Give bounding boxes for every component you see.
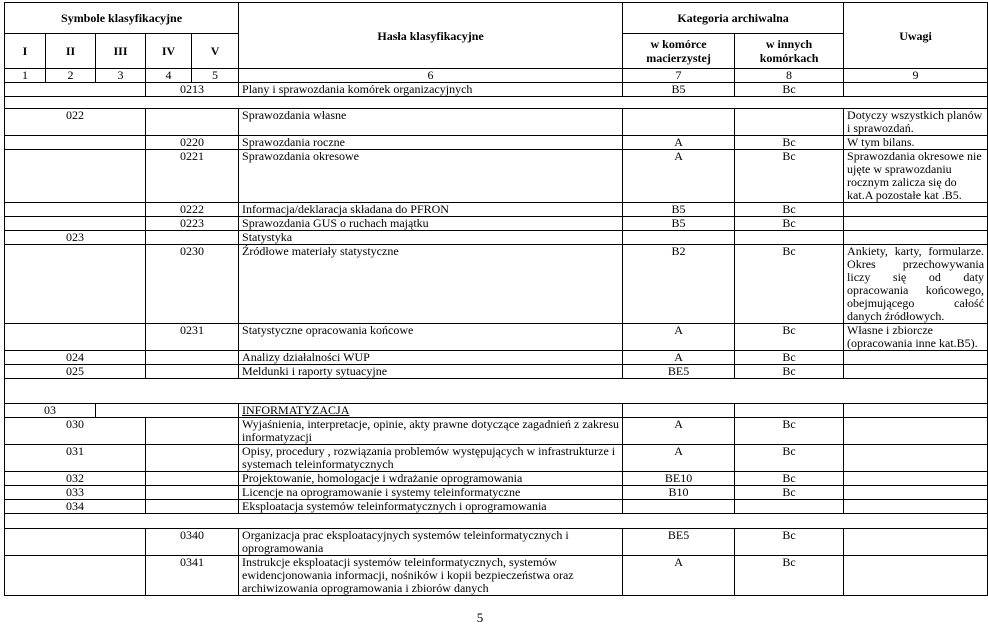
uwagi-header: Uwagi <box>844 3 988 69</box>
hasla-header: Hasła klasyfikacyjne <box>239 3 623 69</box>
column-number: 6 <box>239 69 623 83</box>
w-komorce-header: w komórce macierzystej <box>623 34 735 69</box>
row-category: B5 <box>623 217 735 231</box>
row-category: A <box>623 445 735 472</box>
col-V-header: V <box>192 34 239 69</box>
row-title: Sprawozdania roczne <box>239 136 623 150</box>
page-number: 5 <box>476 610 484 625</box>
row-other: Bc <box>735 83 844 97</box>
row-code: 0222 <box>146 203 239 217</box>
col-IV-header: IV <box>146 34 192 69</box>
table-row <box>5 445 988 472</box>
row-code: 025 <box>5 365 146 379</box>
row-other: Bc <box>735 217 844 231</box>
row-title: Sprawozdania własne <box>239 109 623 136</box>
row-code: 0221 <box>146 150 239 203</box>
row-code: 023 <box>5 231 146 245</box>
row-title: Statystyczne opracowania końcowe <box>239 324 623 351</box>
blank-row <box>5 379 988 404</box>
table-row <box>5 136 988 150</box>
row-title: Organizacja prac eksploatacyjnych systemów teleinformatycznych i oprogramowania <box>239 529 623 556</box>
row-other: Bc <box>735 556 844 596</box>
column-number: 7 <box>623 69 735 83</box>
row-other: Bc <box>735 418 844 445</box>
row-code: 0341 <box>146 556 239 596</box>
row-other: Bc <box>735 351 844 365</box>
row-category: BE5 <box>623 365 735 379</box>
row-title: Sprawozdania okresowe <box>239 150 623 203</box>
section-title: INFORMATYZACJA <box>239 404 623 418</box>
row-note: Własne i zbiorcze (opracowania inne kat.B5). <box>844 324 988 351</box>
section-row <box>5 404 988 418</box>
row-title: Wyjaśnienia, interpretacje, opinie, akty prawne dotyczące zagadnień z zakresu informatyzacji <box>239 418 623 445</box>
table-row <box>5 231 988 245</box>
row-title: Plany i sprawozdania komórek organizacyjnych <box>239 83 623 97</box>
table-row <box>5 109 988 136</box>
row-title: Licencje na oprogramowanie i systemy teleinformatyczne <box>239 486 623 500</box>
table-row <box>5 83 988 97</box>
row-code: 032 <box>5 472 146 486</box>
row-category: B10 <box>623 486 735 500</box>
row-code: 0220 <box>146 136 239 150</box>
row-title: Analizy działalności WUP <box>239 351 623 365</box>
table-row <box>5 245 988 324</box>
row-code: 0231 <box>146 324 239 351</box>
column-number: 3 <box>96 69 146 83</box>
table-row <box>5 324 988 351</box>
row-other: Bc <box>735 486 844 500</box>
row-note: Sprawozdania okresowe nie ujęte w sprawozdaniu rocznym zalicza się do kat.A pozostałe kat .B5. <box>844 150 988 203</box>
row-category: A <box>623 351 735 365</box>
row-title: Projektowanie, homologacje i wdrażanie oprogramowania <box>239 472 623 486</box>
row-other: Bc <box>735 529 844 556</box>
row-title: Sprawozdania GUS o ruchach majątku <box>239 217 623 231</box>
table-row <box>5 351 988 365</box>
row-category: A <box>623 324 735 351</box>
row-category: B5 <box>623 203 735 217</box>
w-innych-header: w innych komórkach <box>735 34 844 69</box>
row-category: BE5 <box>623 529 735 556</box>
row-code: 024 <box>5 351 146 365</box>
row-category: B2 <box>623 245 735 324</box>
row-title: Źródłowe materiały statystyczne <box>239 245 623 324</box>
column-number: 2 <box>46 69 96 83</box>
blank-row <box>5 97 988 109</box>
symbols-header: Symbole klasyfikacyjne <box>5 3 239 34</box>
row-note: Dotyczy wszystkich planów i sprawozdań. <box>844 109 988 136</box>
col-II-header: II <box>46 34 96 69</box>
table-row <box>5 486 988 500</box>
row-code: 033 <box>5 486 146 500</box>
row-title: Statystyka <box>239 231 623 245</box>
table-row <box>5 365 988 379</box>
table-row <box>5 529 988 556</box>
row-category: BE10 <box>623 472 735 486</box>
col-III-header: III <box>96 34 146 69</box>
column-number: 5 <box>192 69 239 83</box>
row-title: Instrukcje eksploatacji systemów teleinformatycznych, systemów ewidencjonowania informacji, nośników i kopii bezpieczeństwa oraz archiwizowania oprogramowania i zbiorów danych <box>239 556 623 596</box>
row-title: Eksploatacja systemów teleinformatycznych i oprogramowania <box>239 500 623 514</box>
table-row <box>5 203 988 217</box>
row-code: 0223 <box>146 217 239 231</box>
row-other: Bc <box>735 245 844 324</box>
row-category: B5 <box>623 83 735 97</box>
row-code: 0340 <box>146 529 239 556</box>
row-other: Bc <box>735 136 844 150</box>
row-category: A <box>623 136 735 150</box>
row-code: 030 <box>5 418 146 445</box>
section-code: 03 <box>5 404 96 418</box>
row-other: Bc <box>735 324 844 351</box>
row-code: 0230 <box>146 245 239 324</box>
row-other: Bc <box>735 203 844 217</box>
col-I-header: I <box>5 34 46 69</box>
table-row <box>5 472 988 486</box>
table-row <box>5 556 988 596</box>
row-category: A <box>623 556 735 596</box>
column-number: 9 <box>844 69 988 83</box>
row-note: W tym bilans. <box>844 136 988 150</box>
row-note: Ankiety, karty, formularze. Okres przechowywania liczy się od daty opracowania końcowego, obejmującego całość danych źródłowych. <box>844 245 988 324</box>
column-numbers-row <box>5 69 988 83</box>
row-other: Bc <box>735 445 844 472</box>
table-row <box>5 150 988 203</box>
column-number: 1 <box>5 69 46 83</box>
row-code: 034 <box>5 500 146 514</box>
row-category: A <box>623 418 735 445</box>
header-row-1 <box>5 3 988 34</box>
kategoria-header: Kategoria archiwalna <box>623 3 844 34</box>
table-row <box>5 217 988 231</box>
row-code: 031 <box>5 445 146 472</box>
row-code: 0213 <box>146 83 239 97</box>
blank-row <box>5 514 988 529</box>
column-number: 4 <box>146 69 192 83</box>
classification-table <box>4 2 988 596</box>
row-title: Opisy, procedury , rozwiązania problemów występujących w infrastrukturze i systemach teleinformatycznych <box>239 445 623 472</box>
row-code: 022 <box>5 109 146 136</box>
row-other: Bc <box>735 365 844 379</box>
row-title: Informacja/deklaracja składana do PFRON <box>239 203 623 217</box>
row-other: Bc <box>735 472 844 486</box>
row-other: Bc <box>735 150 844 203</box>
column-number: 8 <box>735 69 844 83</box>
row-category: A <box>623 150 735 203</box>
row-title: Meldunki i raporty sytuacyjne <box>239 365 623 379</box>
table-row <box>5 500 988 514</box>
table-row <box>5 418 988 445</box>
